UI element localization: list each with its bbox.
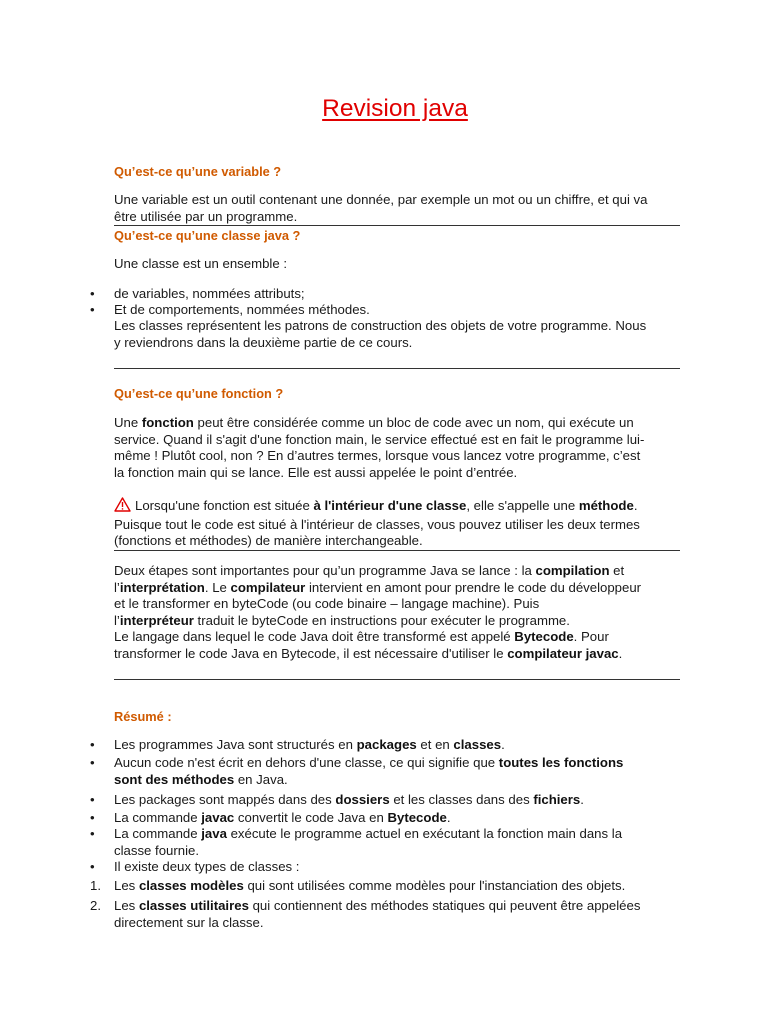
heading-variable: Qu’est-ce qu’une variable ?: [114, 164, 282, 179]
list-number: 1.: [90, 878, 101, 893]
document-title: Revision java: [322, 95, 468, 122]
list-item: La commande javac convertit le code Java en Bytecode.: [114, 810, 451, 825]
text-line: transformer le code Java en Bytecode, il est nécessaire d'utiliser le compilateur javac.: [114, 645, 623, 661]
list-item: Aucun code n'est écrit en dehors d'une classe, ce qui signifie que toutes les fonctions sont des méthodes en Java.: [114, 755, 624, 787]
divider: [114, 679, 680, 680]
paragraph-compilation: [114, 563, 682, 662]
text-line: (fonctions et méthodes) de manière interchangeable.: [114, 533, 423, 548]
heading-resume: Résumé :: [114, 709, 172, 724]
text-line: Deux étapes sont importantes pour qu’un programme Java se lance : la compilation et: [114, 563, 625, 578]
text-line: Les classes représentent les patrons de construction des objets de votre programme. Nous: [114, 318, 647, 333]
classe-intro: Une classe est un ensemble :: [114, 256, 287, 271]
divider: [114, 368, 680, 369]
list-item: Les classes utilitaires qui contiennent des méthodes statiques qui peuvent être appelées directement sur la classe.: [114, 898, 641, 930]
list-item: La commande java exécute le programme actuel en exécutant la fonction main dans la classe fournie.: [114, 826, 623, 858]
warning-icon: [114, 497, 131, 517]
text-line: y reviendrons dans la deuxième partie de ce cours.: [114, 334, 413, 350]
text-line: Puisque tout le code est situé à l'intérieur de classes, vous pouvez utiliser les deux termes: [114, 516, 640, 532]
list-item: Les programmes Java sont structurés en packages et en classes.: [114, 737, 505, 752]
list-item: Les classes modèles qui sont utilisées comme modèles pour l'instanciation des objets.: [114, 878, 626, 893]
text-line: l’interpréteur traduit le byteCode en instructions pour exécuter le programme.: [114, 612, 570, 628]
bullet-dot: •: [90, 792, 95, 807]
list-item: de variables, nommées attributs;: [114, 286, 305, 301]
bullet-dot: •: [90, 826, 95, 841]
list-number: 2.: [90, 898, 101, 913]
text-line: l’interprétation. Le compilateur intervient en amont pour prendre le code du développeur: [114, 579, 642, 595]
list-item: Il existe deux types de classes :: [114, 859, 300, 874]
heading-fonction: Qu’est-ce qu’une fonction ?: [114, 386, 284, 401]
bullet-dot: •: [90, 302, 95, 317]
warning-paragraph: [114, 497, 682, 550]
text-line: service. Quand il s'agit d'une fonction main, le service effectué est en fait le programme lui-: [114, 431, 645, 447]
text-line: Une fonction peut être considérée comme un bloc de code avec un nom, qui exécute un: [114, 415, 634, 430]
paragraph-variable: [114, 192, 682, 225]
text-line: Le langage dans lequel le code Java doit être transformé est appelé Bytecode. Pour: [114, 629, 609, 644]
text-line: Une variable est un outil contenant une donnée, par exemple un mot ou un chiffre, et qui va: [114, 192, 648, 207]
divider: [114, 225, 680, 226]
bullet-dot: •: [90, 810, 95, 825]
text-line: même ! Plutôt cool, non ? En d’autres termes, lorsque vous lancez votre programme, c’est: [114, 448, 641, 463]
heading-classe: Qu’est-ce qu’une classe java ?: [114, 228, 301, 243]
bullet-dot: •: [90, 859, 95, 874]
text-line: être utilisée par un programme.: [114, 208, 298, 224]
paragraph-classe: [114, 318, 682, 351]
bullet-dot: •: [90, 737, 95, 752]
list-item: Les packages sont mappés dans des dossiers et les classes dans des fichiers.: [114, 792, 584, 807]
paragraph-fonction: [114, 415, 682, 481]
list-item: Et de comportements, nommées méthodes.: [114, 302, 370, 317]
bullet-dot: •: [90, 755, 95, 770]
bullet-dot: •: [90, 286, 95, 301]
text-line: la fonction main qui se lance. Elle est aussi appelée le point d’entrée.: [114, 464, 518, 480]
text-line: Lorsqu'une fonction est située à l'intérieur d'une classe, elle s'appelle une méthode.: [114, 497, 682, 517]
divider: [114, 550, 680, 551]
text-line: et le transformer en byteCode (ou code binaire – langage machine). Puis: [114, 596, 540, 611]
